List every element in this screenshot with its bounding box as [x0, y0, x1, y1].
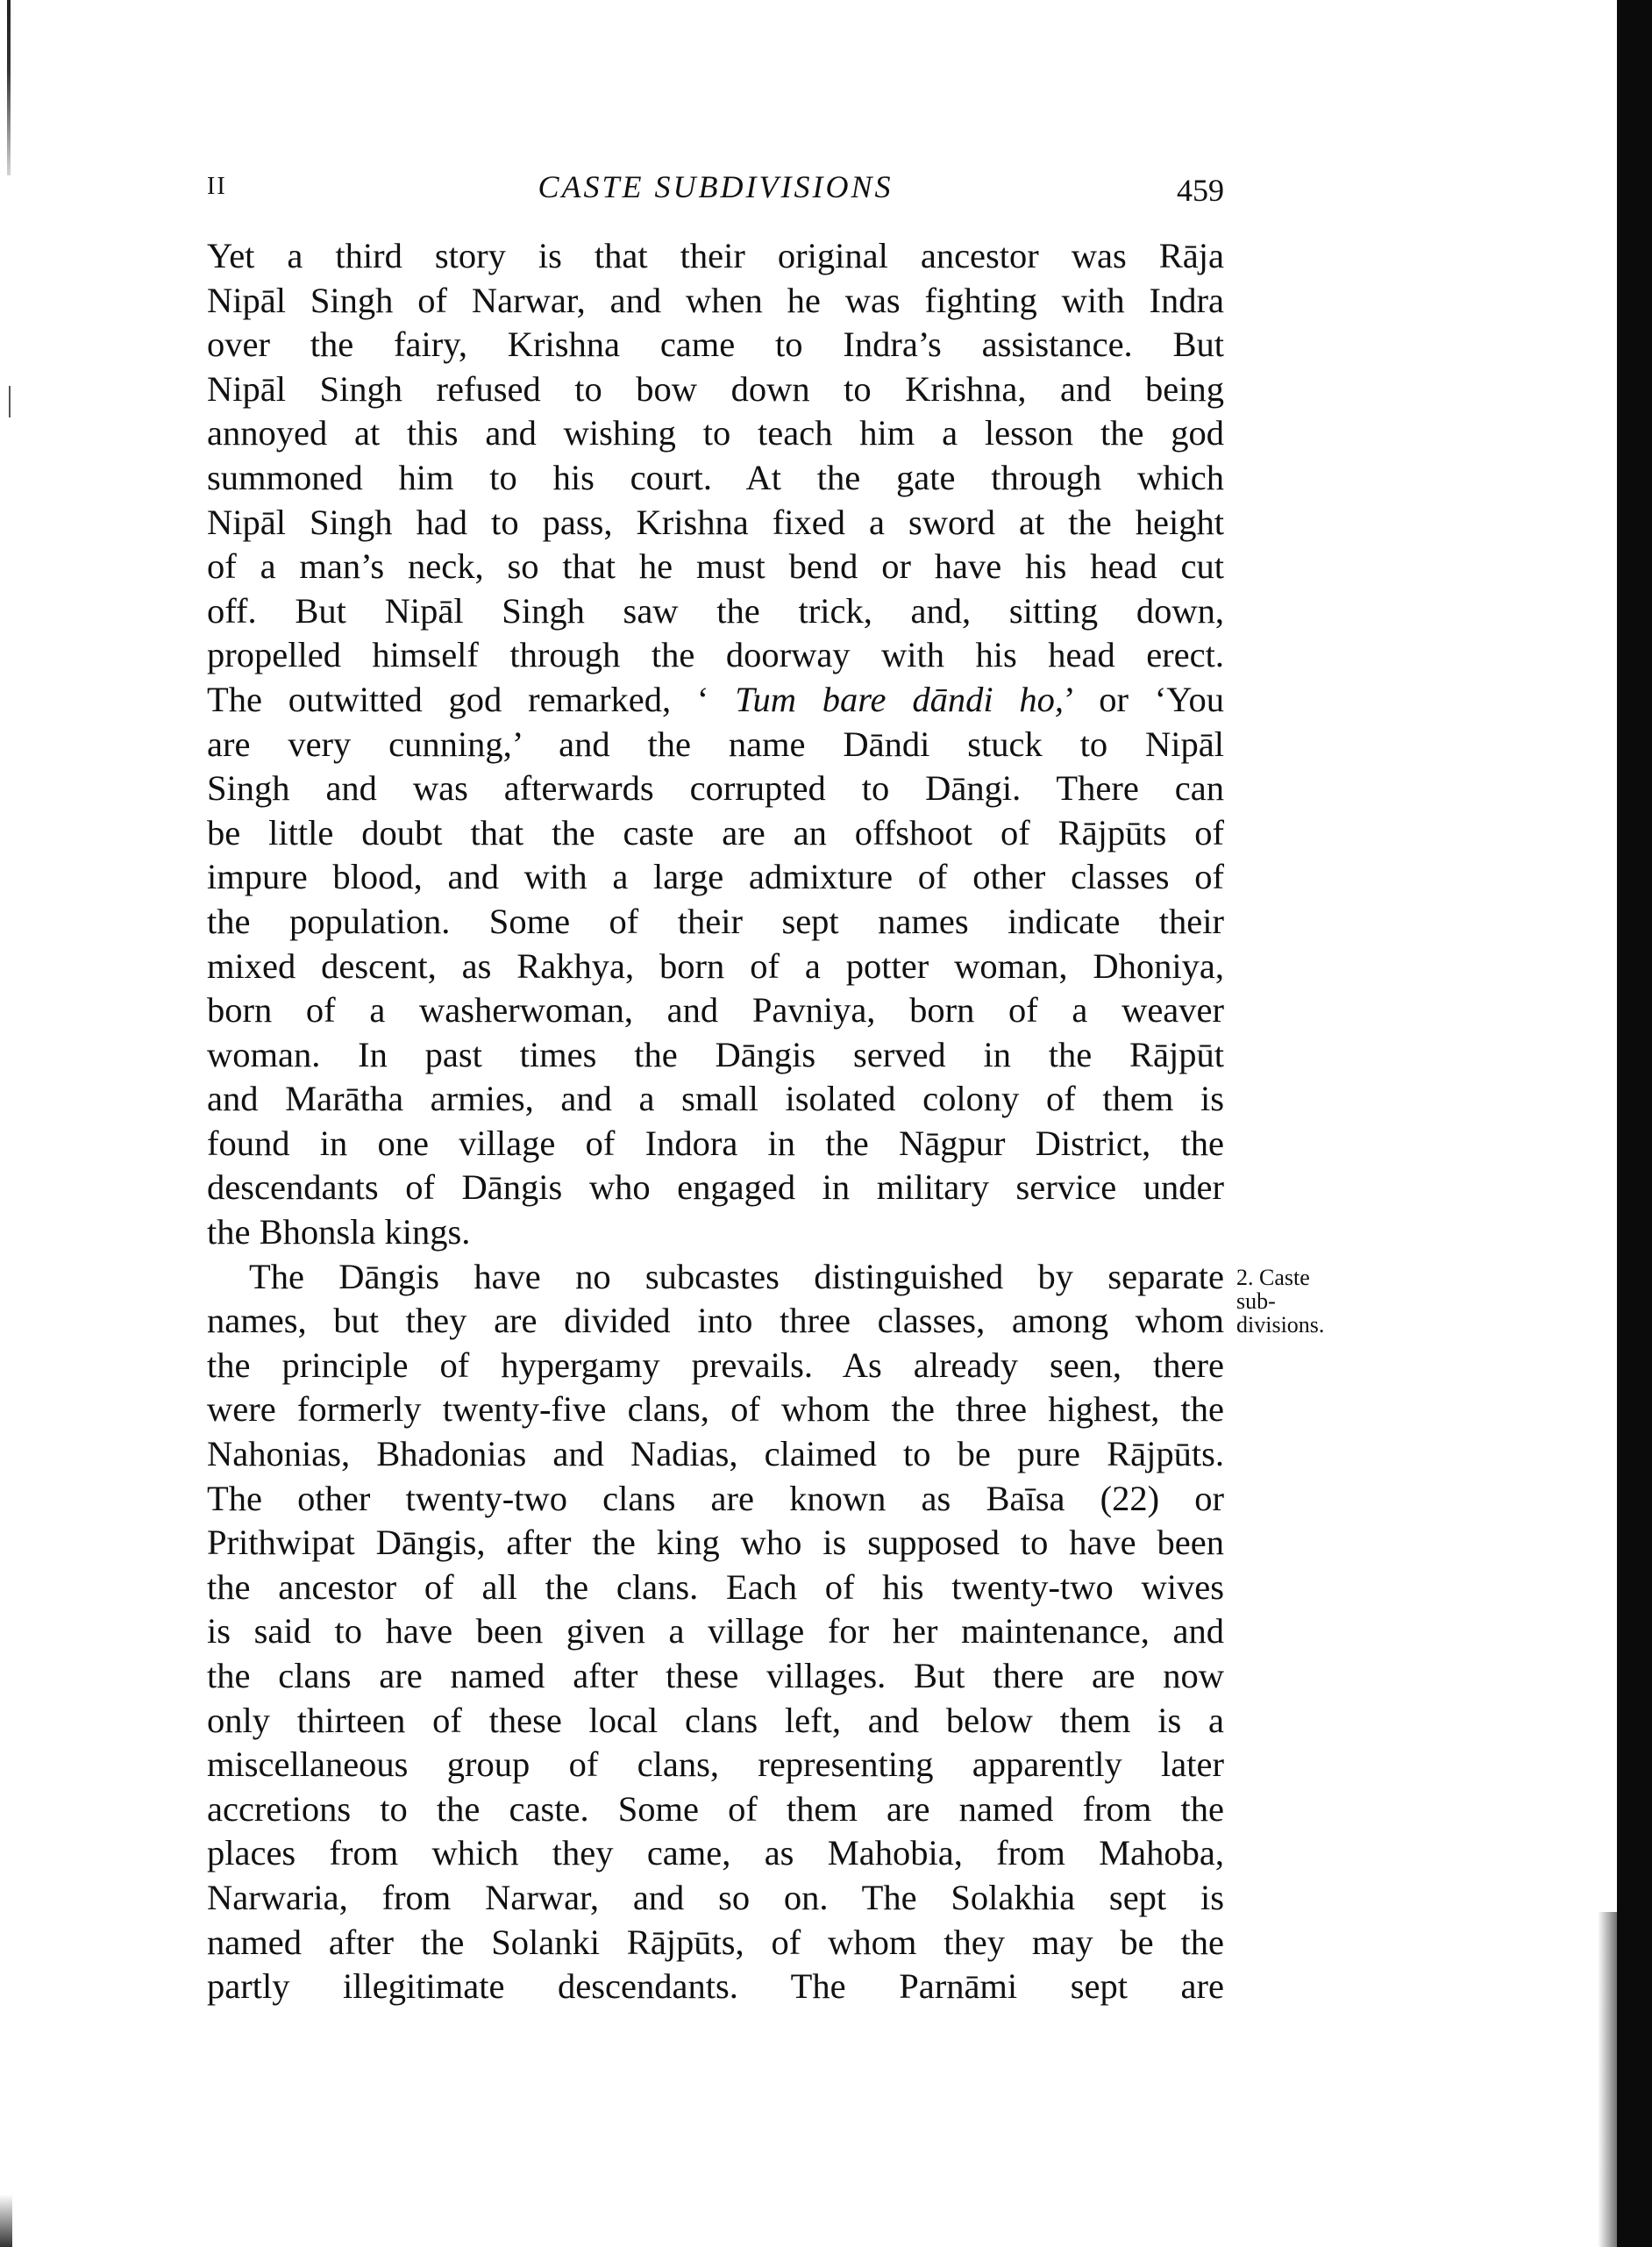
text-line-15: impure blood, and with a large admixture of other classes of [207, 857, 1224, 897]
running-head [207, 165, 1224, 209]
text-line-6: summoned him to his court. At the gate through which [207, 457, 1224, 497]
italic-phrase: Tum bare dāndi ho, [735, 679, 1064, 719]
text-line-38: Narwaria, from Narwar, and so on. The Solakhia sept is [207, 1877, 1224, 1917]
text-line-29: The other twenty-two clans are known as Baīsa (22) or [207, 1478, 1224, 1518]
text-line-4: Nipāl Singh refused to bow down to Krishna, and being [207, 368, 1224, 409]
text-line-35: miscellaneous group of clans, representing apparently later [207, 1744, 1224, 1785]
text-line-10: propelled himself through the doorway with his head erect. [207, 635, 1224, 675]
text-line-23: the Bhonsla kings. [207, 1212, 471, 1252]
scan-edge-shadow-right [1598, 1912, 1617, 2247]
text-line-26: the principle of hypergamy prevails. As already seen, there [207, 1345, 1224, 1385]
text-line-12: are very cunning,’ and the name Dāndi stuck to Nipāl [207, 724, 1224, 764]
sidenote-line-2: sub- [1236, 1288, 1276, 1314]
text-line-17: mixed descent, as Rakhya, born of a potter woman, Dhoniya, [207, 945, 1224, 986]
text-line-11-start: The outwitted god remarked, ‘ [207, 679, 736, 719]
text-line-28: Nahonias, Bhadonias and Nadias, claimed to be pure Rājpūts. [207, 1434, 1224, 1474]
text-line-20: and Marātha armies, and a small isolated colony of them is [207, 1079, 1224, 1119]
sidenote-line-1: 2. Caste [1236, 1265, 1310, 1290]
text-line-39: named after the Solanki Rājpūts, of whom they may be the [207, 1922, 1224, 1962]
scan-edge-mark-bottom-left [0, 2194, 12, 2247]
text-line-1: Yet a third story is that their original ancestor was Rāja [207, 236, 1224, 275]
text-line-11 [207, 678, 1224, 723]
volume-number: II [207, 173, 227, 200]
scan-edge-mark-left [7, 0, 11, 175]
text-line-2: Nipāl Singh of Narwar, and when he was fighting with Indra [207, 280, 1224, 320]
text-line-11-end: ’ or ‘You [1064, 679, 1224, 719]
text-line-24: The Dāngis have no subcastes distinguished by separate [249, 1256, 1224, 1296]
text-line-7: Nipāl Singh had to pass, Krishna fixed a sword at the height [207, 502, 1224, 542]
running-title: CASTE SUBDIVISIONS [538, 169, 894, 204]
text-line-34: only thirteen of these local clans left, and below them is a [207, 1700, 1224, 1740]
scan-edge-tick-left [9, 386, 11, 417]
text-line-27: were formerly twenty-five clans, of whom the three highest, the [207, 1389, 1224, 1430]
text-line-16: the population. Some of their sept names indicate their [207, 901, 1224, 941]
margin-sidenote [1236, 1266, 1359, 1337]
body-text [207, 234, 1224, 2009]
text-line-30: Prithwipat Dāngis, after the king who is supposed to have been [207, 1523, 1224, 1563]
text-line-5: annoyed at this and wishing to teach him a lesson the god [207, 413, 1224, 453]
text-line-9: off. But Nipāl Singh saw the trick, and, sitting down, [207, 590, 1224, 631]
text-line-14: be little doubt that the caste are an offshoot of Rājpūts of [207, 812, 1224, 852]
text-line-33: the clans are named after these villages. But there are now [207, 1656, 1224, 1695]
text-line-25: names, but they are divided into three classes, among whom [207, 1301, 1224, 1341]
text-line-18: born of a washerwoman, and Pavniya, born of a weaver [207, 990, 1224, 1031]
text-line-37: places from which they came, as Mahobia, from Mahoba, [207, 1833, 1224, 1873]
text-line-19: woman. In past times the Dāngis served in the Rājpūt [207, 1034, 1224, 1074]
text-line-40: partly illegitimate descendants. The Parnāmi sept are [207, 1966, 1224, 2007]
text-line-8: of a man’s neck, so that he must bend or have his head cut [207, 546, 1224, 587]
text-line-32: is said to have been given a village for her maintenance, and [207, 1611, 1224, 1651]
text-line-36: accretions to the caste. Some of them are named from the [207, 1788, 1224, 1829]
text-line-21: found in one village of Indora in the Nāgpur District, the [207, 1123, 1224, 1163]
text-line-31: the ancestor of all the clans. Each of his twenty-two wives [207, 1566, 1224, 1607]
text-line-22: descendants of Dāngis who engaged in military service under [207, 1167, 1224, 1208]
sidenote-line-3: divisions. [1236, 1312, 1325, 1338]
text-line-13: Singh and was afterwards corrupted to Dāngi. There can [207, 768, 1224, 809]
page-number: 459 [1177, 173, 1224, 208]
text-line-3: over the fairy, Krishna came to Indra’s assistance. But [207, 325, 1224, 365]
scan-edge-bar-right [1617, 0, 1652, 2247]
